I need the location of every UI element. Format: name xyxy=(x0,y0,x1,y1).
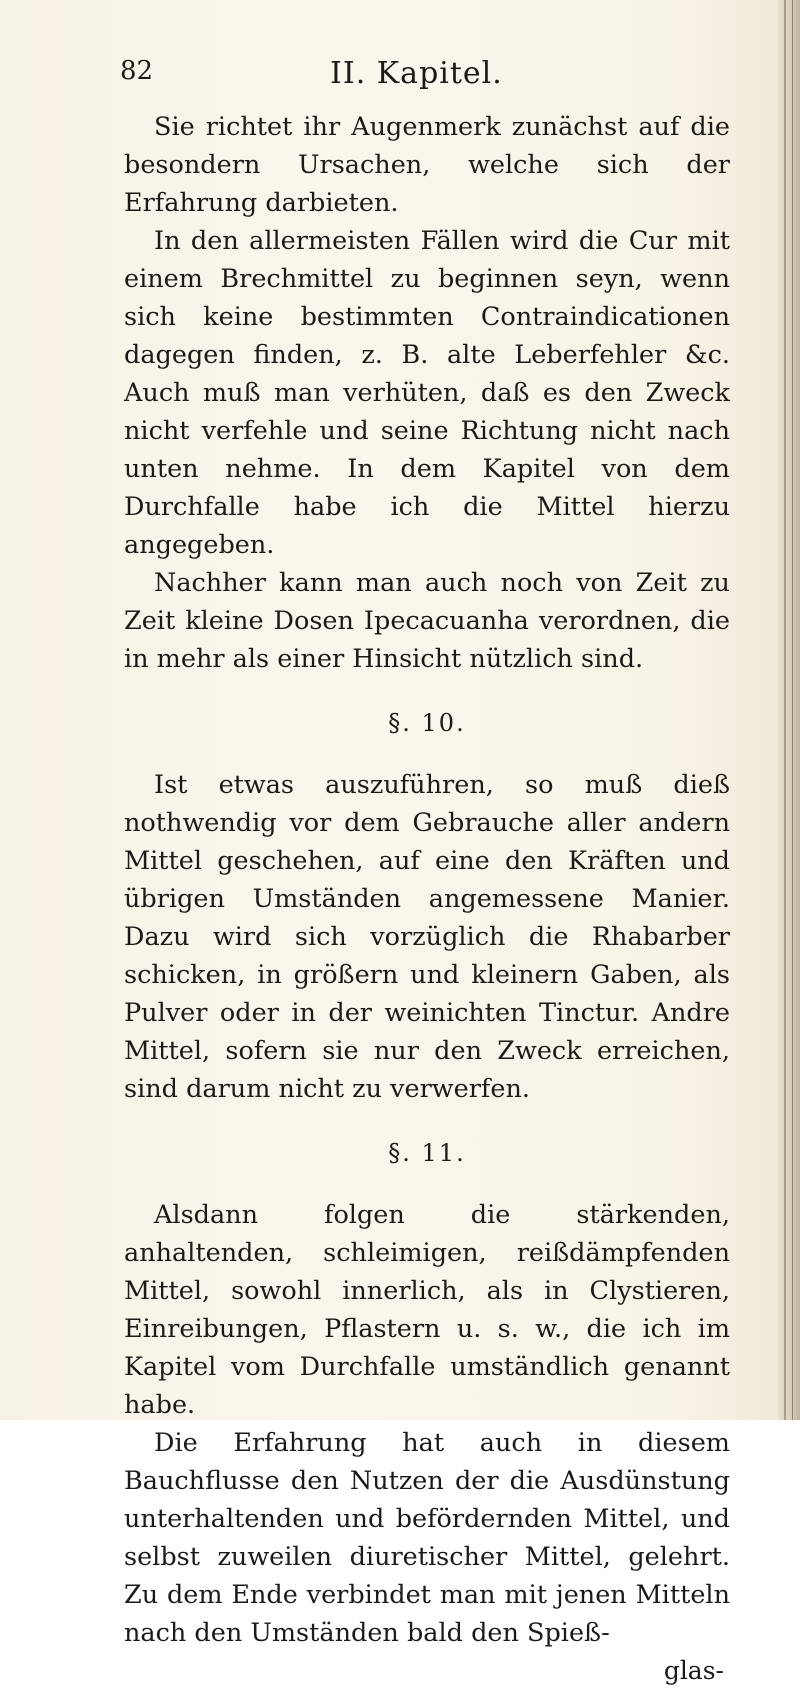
page-header xyxy=(120,56,720,96)
section-heading-11: §. 11. xyxy=(388,1139,466,1167)
catchword: glas- xyxy=(663,1656,724,1685)
paragraph: In den allermeisten Fällen wird die Cur mit einem Brechmittel zu beginnen seyn, wenn sich keine bestimmten Contraindicationen dagegen finden, z. B. alte Leberfehler &c. Auch muß man verhüten, daß es den Zweck nicht verfehle und seine Richtung nicht nach unten nehme. In dem Kapitel von dem Durchfalle habe ich die Mittel hierzu angegeben. xyxy=(124,226,730,560)
paragraph: Die Erfahrung hat auch in diesem Bauchflusse den Nutzen der die Ausdünstung unterhaltenden und befördernden Mittel, und selbst zuweilen diuretischer Mittel, gelehrt. Zu dem Ende verbindet man mit jenen Mitteln nach den Umständen bald den Spieß- xyxy=(124,1428,730,1648)
book-spine-edge xyxy=(778,0,800,1420)
paragraph: Nachher kann man auch noch von Zeit zu Zeit kleine Dosen Ipecacuanha verordnen, die in mehr als einer Hinsicht nützlich sind. xyxy=(124,568,730,674)
paragraph: Alsdann folgen die stärkenden, anhaltenden, schleimigen, reißdämpfenden Mittel, sowohl innerlich, als in Clystieren, Einreibungen, Pflastern u. s. w., die ich im Kapitel vom Durchfalle umständlich genannt habe. xyxy=(124,1200,730,1420)
paragraph: Sie richtet ihr Augenmerk zunächst auf die besondern Ursachen, welche sich der Erfahrung darbieten. xyxy=(124,112,730,218)
body-text xyxy=(124,108,730,1690)
paragraph: Ist etwas auszuführen, so muß dieß nothwendig vor dem Gebrauche aller andern Mittel geschehen, auf eine den Kräften und übrigen Umständen angemessene Manier. Dazu wird sich vorzüglich die Rhabarber schicken, in größern und kleinern Gaben, als Pulver oder in der weinichten Tinctur. Andre Mittel, sofern sie nur den Zweck erreichen, sind darum nicht zu verwerfen. xyxy=(124,770,730,1104)
section-heading-10: §. 10. xyxy=(388,709,466,737)
page-number: 82 xyxy=(120,56,154,86)
running-head: II. Kapitel. xyxy=(330,56,503,91)
